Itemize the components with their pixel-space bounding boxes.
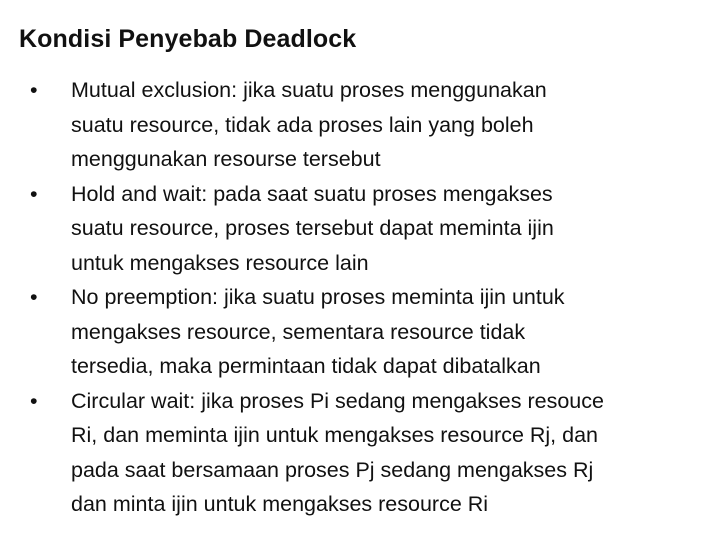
bullet-text-line: Ri, dan meminta ijin untuk mengakses resource Rj, dan bbox=[71, 423, 599, 447]
bullet-text-line: suatu resource, proses tersebut dapat meminta ijin bbox=[71, 216, 554, 240]
bullet-circular-wait bbox=[30, 384, 690, 522]
bullet-dot-icon: • bbox=[30, 78, 38, 102]
bullet-mutual-exclusion bbox=[30, 73, 690, 177]
bullet-text-line: pada saat bersamaan proses Pj sedang mengakses Rj bbox=[71, 457, 594, 482]
bullet-text-line: Hold and wait: pada saat suatu proses mengakses bbox=[71, 181, 553, 206]
bullet-no-preemption bbox=[30, 280, 690, 384]
bullet-text-line: Mutual exclusion: jika suatu proses menggunakan bbox=[71, 78, 547, 102]
bullet-text-line: suatu resource, tidak ada proses lain yang boleh bbox=[71, 112, 534, 137]
bullet-dot-icon: • bbox=[30, 285, 38, 309]
bullet-dot-icon: • bbox=[30, 181, 38, 206]
bullet-dot-icon: • bbox=[30, 388, 38, 413]
bullet-text-line: dan minta ijin untuk mengakses resource Ri bbox=[71, 492, 489, 516]
bullet-text-line: untuk mengakses resource lain bbox=[71, 250, 369, 275]
bullet-text-line: menggunakan resourse tersebut bbox=[71, 147, 381, 171]
bullet-list bbox=[30, 73, 690, 522]
slide-title: Kondisi Penyebab Deadlock bbox=[19, 25, 357, 53]
bullet-hold-and-wait bbox=[30, 177, 690, 281]
bullet-text-line: tersedia, maka permintaan tidak dapat dibatalkan bbox=[71, 354, 541, 378]
bullet-text-line: mengakses resource, sementara resource tidak bbox=[71, 319, 526, 344]
bullet-text-line: Circular wait: jika proses Pi sedang mengakses resouce bbox=[71, 388, 604, 413]
bullet-text-line: No preemption: jika suatu proses meminta ijin untuk bbox=[71, 285, 565, 309]
